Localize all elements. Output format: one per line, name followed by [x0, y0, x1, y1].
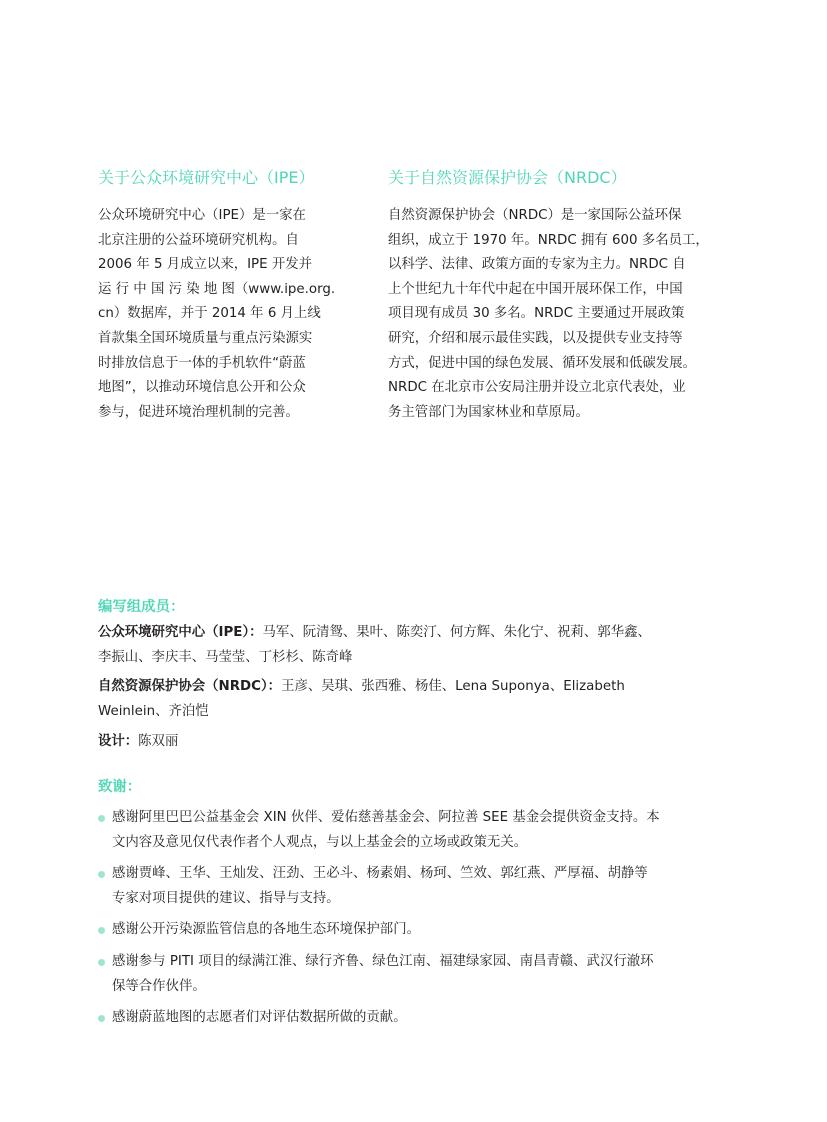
ipe-line: 首款集全国环境质量与重点污染源实 [98, 330, 313, 346]
ipe-description [98, 204, 348, 425]
thanks-item [98, 806, 728, 855]
nrdc-line: 方式，促进中国的绿色发展、循环发展和低碳发展。 [388, 355, 696, 371]
thanks-item [98, 862, 728, 911]
authors-design-line [98, 730, 728, 755]
authors-design-role: 设计： [98, 734, 139, 749]
ipe-line: 地图”，以推动环境信息公开和公众 [98, 380, 306, 396]
thanks-item-line: 保等合作伙伴。 [112, 978, 206, 994]
ipe-heading: 关于公众环境研究中心（IPE） [98, 168, 315, 187]
thanks-item [98, 918, 728, 943]
thanks-item-line: 感谢公开污染源监管信息的各地生态环境保护部门。 [112, 922, 420, 938]
thanks-list [98, 806, 728, 1038]
nrdc-line: 上个世纪九十年代中起在中国开展环保工作，中国 [388, 281, 683, 297]
ipe-line: 参与，促进环境治理机制的完善。 [98, 404, 299, 420]
thanks-item-line: 感谢蔚蓝地图的志愿者们对评估数据所做的贡献。 [112, 1010, 407, 1026]
ipe-line: 时排放信息于一体的手机软件“蔚蓝 [98, 355, 306, 371]
ipe-line: 公众环境研究中心（IPE）是一家在 [98, 208, 306, 223]
thanks-title: 致谢： [98, 779, 142, 795]
authors-nrdc-line2: Weinlein、齐泊恺 [98, 703, 209, 719]
nrdc-line: 项目现有成员 30 多名。NRDC 主要通过开展政策 [388, 306, 685, 322]
authors-design [98, 730, 728, 755]
authors-title: 编写组成员： [98, 599, 185, 615]
ipe-line: 2006 年 5 月成立以来，IPE 开发并 [98, 257, 313, 273]
authors-nrdc-line1 [98, 675, 728, 700]
authors-design-names: 陈双丽 [138, 734, 179, 749]
bullet-dot-icon [98, 927, 105, 934]
bullet-dot-icon [98, 1015, 105, 1022]
nrdc-line: 研究，介绍和展示最佳实践，以及提供专业支持等 [388, 330, 683, 346]
authors-nrdc-names: 王彦、吴琪、张西雅、杨佳、Lena Suponya、Elizabeth [281, 679, 625, 694]
bullet-dot-icon [98, 959, 105, 966]
nrdc-line: 务主管部门为国家林业和草原局。 [388, 404, 589, 420]
ipe-line: cn）数据库，并于 2014 年 6 月上线 [98, 306, 321, 322]
nrdc-heading: 关于自然资源保护协会（NRDC） [388, 168, 627, 187]
thanks-item-line: 感谢参与 PITI 项目的绿满江淮、绿行齐鲁、绿色江南、福建绿家园、南昌青赣、武汉行澈环 [112, 953, 654, 969]
nrdc-line: 以科学、法律、政策方面的专家为主力。NRDC 自 [388, 257, 686, 273]
ipe-line: 北京注册的公益环境研究机构。自 [98, 232, 299, 248]
authors-nrdc-role: 自然资源保护协会（NRDC）： [98, 679, 282, 694]
thanks-item [98, 950, 728, 999]
nrdc-line: NRDC 在北京市公安局注册并设立北京代表处，业 [388, 380, 686, 396]
authors-ipe-role: 公众环境研究中心（IPE）： [98, 625, 263, 640]
bullet-dot-icon [98, 815, 105, 822]
authors-ipe-names: 马军、阮清鸳、果叶、陈奕汀、何方辉、朱化宁、祝莉、郭华鑫、 [262, 625, 651, 640]
authors-nrdc [98, 675, 728, 724]
bullet-dot-icon [98, 871, 105, 878]
authors-ipe [98, 621, 728, 670]
authors-ipe-line1 [98, 621, 728, 646]
thanks-item-line: 专家对项目提供的建议、指导与支持。 [112, 890, 340, 906]
ipe-line: 运 行 中 国 污 染 地 图（www.ipe.org. [98, 281, 336, 297]
nrdc-line: 自然资源保护协会（NRDC）是一家国际公益环保 [388, 208, 682, 223]
thanks-item [98, 1006, 728, 1031]
thanks-item-line: 感谢贾峰、王华、王灿发、汪劲、王必斗、杨素娟、杨珂、竺效、郭红燕、严厚福、胡静等 [112, 866, 648, 882]
thanks-item-line: 感谢阿里巴巴公益基金会 XIN 伙伴、爱佑慈善基金会、阿拉善 SEE 基金会提供资金支持。本 [112, 810, 660, 825]
thanks-item-line: 文内容及意见仅代表作者个人观点，与以上基金会的立场或政策无关。 [112, 834, 528, 850]
nrdc-description [388, 204, 728, 425]
authors-ipe-line2: 李振山、李庆丰、马莹莹、丁杉杉、陈奇峰 [98, 649, 353, 665]
nrdc-line: 组织，成立于 1970 年。NRDC 拥有 600 多名员工， [388, 232, 709, 248]
